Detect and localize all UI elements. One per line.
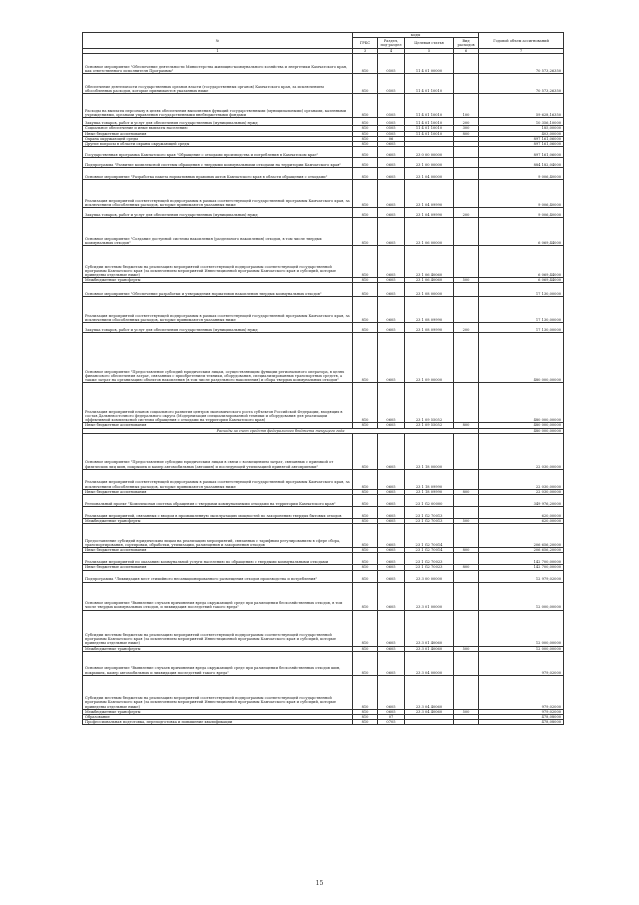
table-row xyxy=(83,74,564,94)
row-section: 0605 xyxy=(378,553,405,565)
row-name: Региональный проект "Комплексная система обращения с твердыми коммунальными отходами на территории Камчатского края" xyxy=(83,495,353,507)
row-target: 23 1 G2 70014 xyxy=(405,524,454,548)
row-target: 23 1 09 00000 xyxy=(405,333,454,383)
table-row xyxy=(83,524,564,548)
row-section: 0605 xyxy=(378,323,405,333)
row-name: Обеспечение деятельности государственных органов власти (государственных органов) Камчатского края, за исключением обособленных расходов, которые принимаются указанных ниже xyxy=(83,74,353,94)
row-section: 0605 xyxy=(378,158,405,168)
table-row xyxy=(83,720,564,725)
row-name: Межбюджетные трансферты xyxy=(83,278,353,283)
row-name: Основное мероприятие "Предоставление субсидии юридическим лицам в связи с возмещением затрат, связанных с приемкой от физических лиц шин, покрышек и камер автомобильных (автошин) и последующей утилизацией принятой автоприемки" xyxy=(83,433,353,469)
row-amount: 9 006,40000 xyxy=(479,180,564,208)
row-name: Расходы за счет средств федерального бюджета текущего года xyxy=(83,428,479,433)
row-target: 23 1 06 00000 xyxy=(405,218,454,246)
row-exptype: 800 xyxy=(454,565,479,570)
row-target: 11 4 01 00000 xyxy=(405,54,454,74)
row-exptype xyxy=(454,383,479,423)
row-amount: 22 030,00000 xyxy=(479,469,564,489)
row-grbs: 810 xyxy=(353,565,378,570)
row-name: Закупка товаров, работ и услуг для обеспечения государственных (муниципальных) нужд xyxy=(83,118,353,126)
row-grbs: 810 xyxy=(353,118,378,126)
table-row xyxy=(83,651,564,675)
row-amount: 17 130,00000 xyxy=(479,323,564,333)
row-section: 07 xyxy=(378,715,405,720)
row-section: 0605 xyxy=(378,333,405,383)
row-exptype xyxy=(454,333,479,383)
row-section: 0605 xyxy=(378,565,405,570)
row-section: 0605 xyxy=(378,208,405,218)
row-amount: 884 182,04000 xyxy=(479,158,564,168)
row-exptype xyxy=(454,147,479,158)
page-number: 15 xyxy=(315,880,324,887)
row-section: 0605 xyxy=(378,524,405,548)
header-section: Раздел, под-раздел xyxy=(378,38,405,49)
row-target: 23 1 G2 70013 xyxy=(405,507,454,519)
row-grbs: 810 xyxy=(353,519,378,524)
row-target: 23 3 04 40060 xyxy=(405,675,454,709)
row-exptype xyxy=(454,180,479,208)
row-amount: 70 573,26350 xyxy=(479,54,564,74)
row-exptype xyxy=(454,553,479,565)
row-grbs: 810 xyxy=(353,208,378,218)
row-amount: 6 069,44000 xyxy=(479,246,564,278)
row-name: Закупка товаров, работ и услуг для обеспечения государственных (муниципальных) нужд xyxy=(83,323,353,333)
row-exptype xyxy=(454,582,479,610)
row-grbs: 810 xyxy=(353,570,378,582)
row-exptype: 800 xyxy=(454,548,479,553)
row-section: 0505 xyxy=(378,126,405,131)
table-row xyxy=(83,54,564,74)
table-row xyxy=(83,553,564,565)
row-section: 0705 xyxy=(378,720,405,725)
row-section: 0605 xyxy=(378,246,405,278)
row-exptype: 500 xyxy=(454,519,479,524)
row-grbs: 810 xyxy=(353,383,378,423)
row-grbs: 810 xyxy=(353,246,378,278)
row-target: 23 3 01 40060 xyxy=(405,610,454,646)
row-target: 11 4 01 10010 xyxy=(405,126,454,131)
row-section: 0605 xyxy=(378,709,405,714)
table-row xyxy=(83,469,564,489)
row-exptype xyxy=(454,283,479,297)
row-amount: 480 000,00000 xyxy=(479,383,564,423)
row-section: 0605 xyxy=(378,147,405,158)
row-target: 23 1 18 00000 xyxy=(405,433,454,469)
row-amount: 59 628,16350 xyxy=(479,94,564,118)
row-grbs: 810 xyxy=(353,582,378,610)
row-grbs: 810 xyxy=(353,147,378,158)
table-row xyxy=(83,283,564,297)
row-grbs: 810 xyxy=(353,218,378,246)
table-row xyxy=(83,582,564,610)
row-amount: 12 979,02000 xyxy=(479,570,564,582)
row-exptype xyxy=(454,218,479,246)
row-amount: 480 000,00000 xyxy=(479,423,564,428)
row-amount: 478,08000 xyxy=(479,715,564,720)
header-amount: Годовой объем ассигнований xyxy=(479,33,564,49)
row-grbs: 810 xyxy=(353,489,378,494)
row-name: Предоставление субсидий юридическим лицам на реализацию мероприятий, связанных с тарифным регулированием в сфере сбора, транспортирования, сортировки, обработки, утилизации, размещения и захоронения отходов xyxy=(83,524,353,548)
row-target xyxy=(405,720,454,725)
row-target: 23 1 00 00000 xyxy=(405,158,454,168)
row-name: Реализация мероприятий, связанных с вводом в промышленную эксплуатацию мощностей по захоронению твердых бытовых отходов xyxy=(83,507,353,519)
row-exptype xyxy=(454,54,479,74)
row-exptype: 800 xyxy=(454,131,479,136)
row-section: 0605 xyxy=(378,610,405,646)
row-name: Охрана окружающей среды xyxy=(83,136,353,141)
row-name: Основное мероприятие "Выявление случаев причинения вреда окружающей среде при размещении бесхозяйственных отходов шин, покрышек, камер автомобильных и ликвидация последствий такого вреда" xyxy=(83,651,353,675)
row-target: 11 4 01 10010 xyxy=(405,94,454,118)
row-grbs: 810 xyxy=(353,168,378,180)
row-name: Субсидии местным бюджетам на реализацию мероприятий соответствующей подпрограммы соответствующей государственной программы Камчатского края (за исключением мероприятий Инвестиционной программы Камчатского края и субсидий, которые приведены отдельные ниже) xyxy=(83,610,353,646)
row-section: 0505 xyxy=(378,118,405,126)
row-amount: 12 000,00000 xyxy=(479,610,564,646)
row-grbs: 810 xyxy=(353,283,378,297)
row-grbs: 810 xyxy=(353,158,378,168)
row-grbs: 810 xyxy=(353,433,378,469)
row-exptype xyxy=(454,433,479,469)
row-name: Реализация мероприятий соответствующей подпрограммы в рамках соответствующей государственной программы Камчатского края, за исключением обособленных расходов, которые принимаются указанных ниже xyxy=(83,297,353,323)
row-amount: 979,02000 xyxy=(479,709,564,714)
row-section: 0605 xyxy=(378,278,405,283)
row-exptype: 500 xyxy=(454,278,479,283)
row-target: 23 1 06 40060 xyxy=(405,278,454,283)
row-section: 0505 xyxy=(378,74,405,94)
row-name: Основное мероприятие "Разработка пакета нормативных правовых актов Камчатского края в области обращения с отходами" xyxy=(83,168,353,180)
row-target: 23 1 G2 70014 xyxy=(405,548,454,553)
row-name: Подпрограмма "Развитие комплексной системы обращения с твердыми коммунальными отходами на территории Камчатского края" xyxy=(83,158,353,168)
row-exptype: 300 xyxy=(454,126,479,131)
table-row xyxy=(83,675,564,709)
row-grbs: 810 xyxy=(353,507,378,519)
row-name: Подпрограмма "Ликвидация мест стихийного несанкционированного размещения отходов производства и потребления" xyxy=(83,570,353,582)
row-target: 23 1 G2 00000 xyxy=(405,495,454,507)
table-row xyxy=(83,333,564,383)
table-row xyxy=(83,383,564,423)
row-grbs: 810 xyxy=(353,524,378,548)
table-row xyxy=(83,158,564,168)
row-target: 23 1 06 40060 xyxy=(405,246,454,278)
row-section: 0605 xyxy=(378,651,405,675)
row-grbs: 810 xyxy=(353,126,378,131)
header-num: № xyxy=(83,33,353,49)
row-grbs: 810 xyxy=(353,548,378,553)
row-target: 23 3 01 00000 xyxy=(405,582,454,610)
row-grbs: 810 xyxy=(353,74,378,94)
table-row xyxy=(83,495,564,507)
row-amount: 6 069,44000 xyxy=(479,278,564,283)
row-section: 0605 xyxy=(378,283,405,297)
row-grbs: 810 xyxy=(353,94,378,118)
row-name: Основное мероприятие "Обеспечение разработки и утверждения нормативов накопления твердых коммунальных отходов" xyxy=(83,283,353,297)
row-section: 0605 xyxy=(378,423,405,428)
row-amount: 620,00000 xyxy=(479,507,564,519)
row-section: 0605 xyxy=(378,519,405,524)
table-row xyxy=(83,507,564,519)
row-amount: 10 356,10000 xyxy=(479,118,564,126)
row-grbs: 810 xyxy=(353,720,378,725)
row-exptype: 100 xyxy=(454,94,479,118)
row-exptype: 800 xyxy=(454,489,479,494)
row-target: 23 3 04 00000 xyxy=(405,651,454,675)
table-row xyxy=(83,297,564,323)
row-amount: 897 161,06000 xyxy=(479,136,564,141)
row-amount: 12 000,00000 xyxy=(479,646,564,651)
table-row xyxy=(83,180,564,208)
row-grbs: 810 xyxy=(353,675,378,709)
row-name: Межбюджетные трансферты xyxy=(83,646,353,651)
row-amount: 897 161,06000 xyxy=(479,147,564,158)
row-name: Другие вопросы в области охраны окружающей среды xyxy=(83,142,353,147)
row-name: Основное мероприятие "Создание доступной системы накопления (раздельного накопления) отходов, в том числе твердых коммунальных отходов" xyxy=(83,218,353,246)
row-name: Реализация мероприятий планов социального развития центров экономического роста субъектов Российской Федерации, входящих в состав Дальневосточного федерального округа (Модернизация специализированной техники и оборудования для реализации эффективной комплексной системы обращения с отходами на территории Камчатского края) xyxy=(83,383,353,423)
row-name: Иные бюджетные ассигнования xyxy=(83,565,353,570)
row-grbs: 810 xyxy=(353,423,378,428)
row-name: Реализация мероприятий соответствующей подпрограммы в рамках соответствующей государственной программы Камчатского края, за исключением обособленных расходов, которые принимаются указанных ниже xyxy=(83,469,353,489)
row-amount: 17 130,00000 xyxy=(479,283,564,297)
row-target: 11 4 01 10010 xyxy=(405,131,454,136)
row-section: 0605 xyxy=(378,383,405,423)
row-target: 23 1 18 09990 xyxy=(405,469,454,489)
row-amount: 22 030,00000 xyxy=(479,489,564,494)
row-grbs: 810 xyxy=(353,610,378,646)
table-row xyxy=(83,168,564,180)
row-name: Социальное обеспечение и иные выплаты населению xyxy=(83,126,353,131)
row-grbs: 810 xyxy=(353,136,378,141)
row-exptype: 500 xyxy=(454,646,479,651)
row-amount: 185,00000 xyxy=(479,126,564,131)
table-row xyxy=(83,570,564,582)
header-codes: коды xyxy=(353,33,479,38)
header-col-number: 7 xyxy=(479,49,564,54)
row-amount: 206 656,20000 xyxy=(479,524,564,548)
row-grbs: 810 xyxy=(353,297,378,323)
row-section: 0605 xyxy=(378,469,405,489)
row-amount: 979,02000 xyxy=(479,675,564,709)
row-name: Иные бюджетные ассигнования xyxy=(83,423,353,428)
row-amount: 480 000,00000 xyxy=(479,333,564,383)
row-exptype: 800 xyxy=(454,423,479,428)
row-grbs: 810 xyxy=(353,709,378,714)
row-target: 23 1 G2 70023 xyxy=(405,553,454,565)
row-section: 0605 xyxy=(378,489,405,494)
row-target: 11 4 01 10010 xyxy=(405,118,454,126)
header-col-number: 3 xyxy=(353,49,378,54)
row-section: 0605 xyxy=(378,142,405,147)
row-section: 0505 xyxy=(378,54,405,74)
row-name: Основное мероприятие "Обеспечение деятельности Министерства жилищно-коммунального хозяйства и энергетики Камчатского края, как ответственного исполнителя Программы" xyxy=(83,54,353,74)
row-target: 23 1 09 55052 xyxy=(405,423,454,428)
row-name: Реализация мероприятий по оказанию коммунальной услуги населению по обращению с твердыми коммунальными отходами xyxy=(83,553,353,565)
row-target: 23 1 08 09990 xyxy=(405,323,454,333)
row-exptype xyxy=(454,74,479,94)
row-amount: 403,00000 xyxy=(479,131,564,136)
row-target: 23 1 08 09990 xyxy=(405,297,454,323)
row-target: 23 1 04 09990 xyxy=(405,180,454,208)
row-amount: 17 130,00000 xyxy=(479,297,564,323)
row-grbs: 810 xyxy=(353,278,378,283)
row-section: 0605 xyxy=(378,570,405,582)
row-grbs: 810 xyxy=(353,131,378,136)
header-col-number: 4 xyxy=(378,49,405,54)
row-target: 23 1 09 55052 xyxy=(405,383,454,423)
header-col-number: 6 xyxy=(454,49,479,54)
row-amount: 620,00000 xyxy=(479,519,564,524)
header-exptype: Вид расходов xyxy=(454,38,479,49)
row-amount: 142 700,00000 xyxy=(479,553,564,565)
row-exptype xyxy=(454,495,479,507)
table-row xyxy=(83,610,564,646)
row-exptype xyxy=(454,297,479,323)
row-section: 0605 xyxy=(378,168,405,180)
row-target: 23 1 08 00000 xyxy=(405,283,454,297)
row-exptype xyxy=(454,507,479,519)
row-name: Государственная программа Камчатского края "Обращение с отходами производства и потребления в Камчатском крае" xyxy=(83,147,353,158)
row-amount: 22 030,00000 xyxy=(479,433,564,469)
row-amount: 12 000,00000 xyxy=(479,582,564,610)
row-name: Иные бюджетные ассигнования xyxy=(83,548,353,553)
row-amount: 70 573,26350 xyxy=(479,74,564,94)
row-target: 23 1 18 09990 xyxy=(405,489,454,494)
row-section: 0605 xyxy=(378,582,405,610)
header-grbs: ГРБС xyxy=(353,38,378,49)
row-name: Расходы на выплаты персоналу в целях обеспечения выполнения функций государственными (муниципальными) органами, казенными учреждениями, органами управления государственными внебюджетными фондами xyxy=(83,94,353,118)
header-col-number: 1 xyxy=(83,49,353,54)
header-col-number: 5 xyxy=(405,49,454,54)
row-name: Иные бюджетные ассигнования xyxy=(83,131,353,136)
row-grbs: 810 xyxy=(353,333,378,383)
row-amount: 206 656,20000 xyxy=(479,548,564,553)
row-amount: 142 700,00000 xyxy=(479,565,564,570)
row-section: 0605 xyxy=(378,646,405,651)
row-section: 0605 xyxy=(378,218,405,246)
row-exptype: 200 xyxy=(454,208,479,218)
row-exptype: 200 xyxy=(454,118,479,126)
row-grbs: 810 xyxy=(353,651,378,675)
row-grbs: 810 xyxy=(353,495,378,507)
row-exptype xyxy=(454,675,479,709)
row-exptype xyxy=(454,469,479,489)
row-target: 23 1 04 00000 xyxy=(405,168,454,180)
row-section: 0505 xyxy=(378,94,405,118)
row-amount: 979,02000 xyxy=(479,651,564,675)
row-section: 0605 xyxy=(378,507,405,519)
row-grbs: 810 xyxy=(353,180,378,208)
budget-table xyxy=(82,32,564,725)
row-amount: 9 006,40000 xyxy=(479,168,564,180)
row-name: Основное мероприятие "Предоставление субсидий юридическим лицам, осуществляющим функции регионального оператора, в целях финансового обеспечения затрат, связанных с приобретением техники, оборудования, специализированных транспортных средств, а также затрат на организацию объектов накопления (в том числе раздельного накопления) и сбора твердых коммунальных отходов" xyxy=(83,333,353,383)
row-amount: 9 006,40000 xyxy=(479,208,564,218)
row-target: 23 1 G2 70023 xyxy=(405,565,454,570)
row-target: 23 3 04 40060 xyxy=(405,709,454,714)
row-name: Основное мероприятие "Выявление случаев причинения вреда окружающей среде при размещении бесхозяйственных отходов, в том числе твердых коммунальных отходов, и ликвидация последствий такого вреда" xyxy=(83,582,353,610)
row-target: 11 4 01 10010 xyxy=(405,74,454,94)
row-name: Межбюджетные трансферты xyxy=(83,519,353,524)
table-row xyxy=(83,147,564,158)
row-exptype xyxy=(454,610,479,646)
row-grbs: 810 xyxy=(353,323,378,333)
row-grbs: 810 xyxy=(353,469,378,489)
table-row xyxy=(83,323,564,333)
table-row xyxy=(83,94,564,118)
row-exptype: 500 xyxy=(454,709,479,714)
table-row xyxy=(83,246,564,278)
row-grbs: 810 xyxy=(353,54,378,74)
row-section: 06 xyxy=(378,136,405,141)
row-name: Иные бюджетные ассигнования xyxy=(83,489,353,494)
row-exptype xyxy=(454,720,479,725)
table-row xyxy=(83,433,564,469)
row-grbs: 810 xyxy=(353,715,378,720)
header-target: Целевая статья xyxy=(405,38,454,49)
row-target: 23 3 00 00000 xyxy=(405,570,454,582)
row-section: 0605 xyxy=(378,548,405,553)
row-name: Закупка товаров, работ и услуг для обеспечения государственных (муниципальных) нужд xyxy=(83,208,353,218)
row-exptype xyxy=(454,524,479,548)
row-exptype xyxy=(454,570,479,582)
row-target: 23 1 G2 70013 xyxy=(405,519,454,524)
row-amount: 349 976,20000 xyxy=(479,495,564,507)
row-exptype xyxy=(454,246,479,278)
row-target: 23 1 04 09990 xyxy=(405,208,454,218)
row-grbs: 810 xyxy=(353,646,378,651)
table-row xyxy=(83,118,564,126)
row-name: Субсидии местным бюджетам на реализацию мероприятий соответствующей подпрограммы соответствующей государственной программы Камчатского края (за исключением мероприятий Инвестиционной программы Камчатского края и субсидий, которые приведены отдельные ниже) xyxy=(83,675,353,709)
row-amount: 478,08000 xyxy=(479,720,564,725)
table-row xyxy=(83,218,564,246)
table-row xyxy=(83,208,564,218)
row-amount: 480 000,00000 xyxy=(479,428,564,433)
row-name: Образование xyxy=(83,715,353,720)
row-exptype xyxy=(454,168,479,180)
row-section: 0605 xyxy=(378,180,405,208)
row-section: 0605 xyxy=(378,675,405,709)
row-amount: 6 069,44000 xyxy=(479,218,564,246)
row-name: Субсидии местным бюджетам на реализацию мероприятий соответствующей подпрограммы соответствующей государственной программы Камчатского края (за исключением мероприятий Инвестиционной программы Камчатского края и субсидий, которые приведены отдельные ниже) xyxy=(83,246,353,278)
row-target: 23 0 00 00000 xyxy=(405,147,454,158)
row-section: 0505 xyxy=(378,131,405,136)
row-name: Реализация мероприятий соответствующей подпрограммы в рамках соответствующей государственной программы Камчатского края, за исключением обособленных расходов, которые принимаются указанных ниже xyxy=(83,180,353,208)
row-exptype xyxy=(454,158,479,168)
table-body xyxy=(83,54,564,725)
row-section: 0605 xyxy=(378,433,405,469)
row-grbs: 810 xyxy=(353,142,378,147)
row-target: 23 3 01 40060 xyxy=(405,646,454,651)
row-grbs: 810 xyxy=(353,553,378,565)
row-name: Межбюджетные трансферты xyxy=(83,709,353,714)
table-header xyxy=(83,33,564,54)
row-exptype: 200 xyxy=(454,323,479,333)
row-section: 0605 xyxy=(378,495,405,507)
row-section: 0605 xyxy=(378,297,405,323)
row-exptype xyxy=(454,651,479,675)
row-name: Профессиональная подготовка, переподготовка и повышение квалификации xyxy=(83,720,353,725)
row-amount: 897 161,06000 xyxy=(479,142,564,147)
